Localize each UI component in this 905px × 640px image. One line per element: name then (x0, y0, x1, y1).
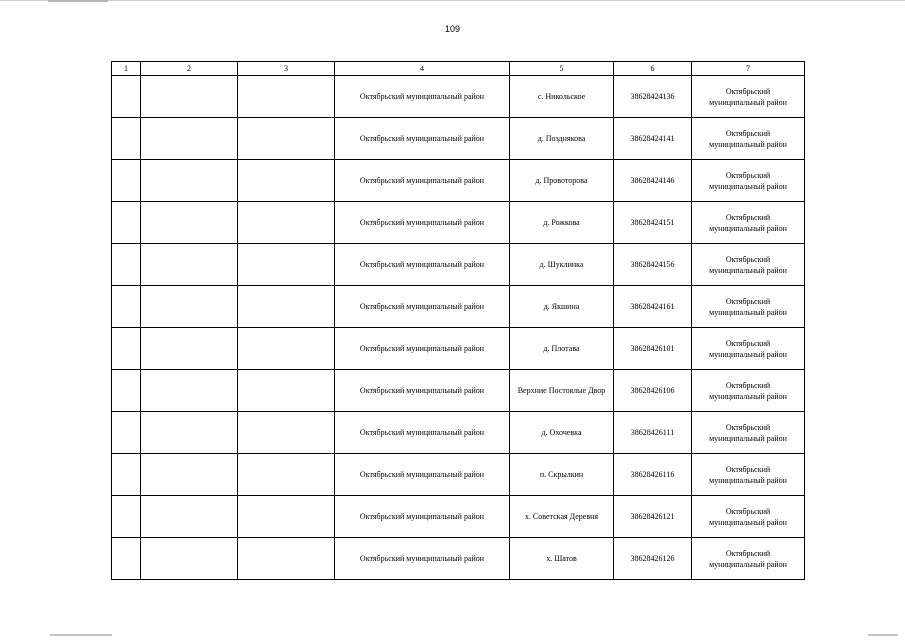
cell-region-line1: Октябрьский (725, 338, 771, 348)
cell-district: Октябрьский муниципальный район (335, 454, 510, 496)
cell-settlement: д. Рожкова (510, 202, 614, 244)
cell-col2 (141, 118, 238, 160)
cell-region-line2: муниципальный район (709, 307, 787, 317)
column-header-5: 5 (510, 62, 614, 76)
cell-settlement: д. Якшина (510, 286, 614, 328)
cell-region-line1: Октябрьский (725, 506, 771, 516)
cell-settlement: д. Шуклинка (510, 244, 614, 286)
cell-region-line2: муниципальный район (709, 223, 787, 233)
table-row (112, 328, 805, 370)
page-number: 109 (444, 24, 461, 34)
cell-code: 38628424141 (614, 118, 692, 160)
cell-region-line1: Октябрьский (725, 170, 771, 180)
cell-col2 (141, 454, 238, 496)
column-header-1: 1 (112, 62, 141, 76)
cell-code: 38628426101 (614, 328, 692, 370)
cell-settlement: с. Никольское (510, 76, 614, 118)
cell-region (692, 244, 805, 286)
cell-col2 (141, 202, 238, 244)
scan-bottom-mark-left (50, 634, 112, 636)
cell-col3 (238, 370, 335, 412)
cell-district: Октябрьский муниципальный район (335, 76, 510, 118)
cell-col1 (112, 454, 141, 496)
cell-region (692, 412, 805, 454)
column-header-2: 2 (141, 62, 238, 76)
cell-district: Октябрьский муниципальный район (335, 412, 510, 454)
cell-district: Октябрьский муниципальный район (335, 496, 510, 538)
cell-settlement: д. Плотава (510, 328, 614, 370)
cell-district: Октябрьский муниципальный район (335, 160, 510, 202)
column-header-6: 6 (614, 62, 692, 76)
cell-region (692, 454, 805, 496)
column-header-7: 7 (692, 62, 805, 76)
cell-code: 38628426126 (614, 538, 692, 580)
cell-region-line1: Октябрьский (725, 422, 771, 432)
cell-col2 (141, 244, 238, 286)
cell-col2 (141, 412, 238, 454)
cell-col3 (238, 496, 335, 538)
cell-col3 (238, 328, 335, 370)
cell-col2 (141, 538, 238, 580)
cell-col1 (112, 538, 141, 580)
cell-region-line1: Октябрьский (725, 380, 771, 390)
table-row (112, 496, 805, 538)
cell-col3 (238, 244, 335, 286)
cell-region-line1: Октябрьский (725, 548, 771, 558)
column-header-4: 4 (335, 62, 510, 76)
cell-region-line1: Октябрьский (725, 128, 771, 138)
table-row (112, 160, 805, 202)
cell-col1 (112, 202, 141, 244)
cell-code: 38628424151 (614, 202, 692, 244)
cell-region (692, 370, 805, 412)
cell-settlement: д. Позднякова (510, 118, 614, 160)
cell-district: Октябрьский муниципальный район (335, 538, 510, 580)
cell-region (692, 160, 805, 202)
cell-code: 38628426106 (614, 370, 692, 412)
cell-region-line1: Октябрьский (725, 86, 771, 96)
cell-col2 (141, 328, 238, 370)
cell-settlement: д. Провоторова (510, 160, 614, 202)
cell-district: Октябрьский муниципальный район (335, 328, 510, 370)
cell-col1 (112, 118, 141, 160)
header-row (112, 62, 805, 76)
cell-col3 (238, 160, 335, 202)
cell-code: 38628424161 (614, 286, 692, 328)
cell-col1 (112, 286, 141, 328)
cell-region-line2: муниципальный район (709, 139, 787, 149)
cell-region-line2: муниципальный район (709, 475, 787, 485)
cell-col2 (141, 160, 238, 202)
cell-col2 (141, 76, 238, 118)
cell-region-line2: муниципальный район (709, 517, 787, 527)
cell-col1 (112, 370, 141, 412)
table-row (112, 412, 805, 454)
cell-region-line2: муниципальный район (709, 97, 787, 107)
cell-code: 38628426116 (614, 454, 692, 496)
cell-col2 (141, 286, 238, 328)
cell-district: Октябрьский муниципальный район (335, 202, 510, 244)
cell-district: Октябрьский муниципальный район (335, 370, 510, 412)
cell-col3 (238, 412, 335, 454)
cell-col3 (238, 538, 335, 580)
settlements-table (111, 61, 805, 580)
cell-code: 38628424136 (614, 76, 692, 118)
cell-col3 (238, 202, 335, 244)
cell-settlement: д. Охочевка (510, 412, 614, 454)
cell-settlement: х. Советская Деревня (510, 496, 614, 538)
cell-col3 (238, 286, 335, 328)
cell-region (692, 286, 805, 328)
cell-col3 (238, 118, 335, 160)
cell-region (692, 118, 805, 160)
cell-col1 (112, 328, 141, 370)
cell-region-line1: Октябрьский (725, 464, 771, 474)
scan-top-edge (0, 0, 905, 1)
cell-region (692, 328, 805, 370)
cell-col1 (112, 76, 141, 118)
cell-region-line1: Октябрьский (725, 254, 771, 264)
table-row (112, 538, 805, 580)
cell-settlement: п. Скрылкин (510, 454, 614, 496)
cell-col1 (112, 496, 141, 538)
cell-region (692, 202, 805, 244)
cell-district: Октябрьский муниципальный район (335, 244, 510, 286)
cell-region-line1: Октябрьский (725, 296, 771, 306)
cell-region (692, 538, 805, 580)
cell-col3 (238, 454, 335, 496)
cell-region-line1: Октябрьский (725, 212, 771, 222)
scan-top-mark (48, 0, 108, 2)
column-header-3: 3 (238, 62, 335, 76)
cell-settlement: х. Шатов (510, 538, 614, 580)
cell-settlement: Верхние Постоялые Двор (510, 370, 614, 412)
scan-bottom-mark-right (868, 634, 898, 636)
cell-district: Октябрьский муниципальный район (335, 286, 510, 328)
table-row (112, 244, 805, 286)
cell-region-line2: муниципальный район (709, 181, 787, 191)
cell-region-line2: муниципальный район (709, 349, 787, 359)
cell-col3 (238, 76, 335, 118)
cell-region-line2: муниципальный район (709, 559, 787, 569)
cell-code: 38628426121 (614, 496, 692, 538)
cell-col2 (141, 496, 238, 538)
table-row (112, 370, 805, 412)
cell-region-line2: муниципальный район (709, 391, 787, 401)
cell-region (692, 76, 805, 118)
cell-col1 (112, 244, 141, 286)
cell-region-line2: муниципальный район (709, 265, 787, 275)
cell-region (692, 496, 805, 538)
table-row (112, 76, 805, 118)
table-row (112, 454, 805, 496)
cell-code: 38628424146 (614, 160, 692, 202)
cell-col1 (112, 412, 141, 454)
table-row (112, 202, 805, 244)
cell-code: 38628424156 (614, 244, 692, 286)
cell-col1 (112, 160, 141, 202)
cell-region-line2: муниципальный район (709, 433, 787, 443)
cell-district: Октябрьский муниципальный район (335, 118, 510, 160)
cell-col2 (141, 370, 238, 412)
cell-code: 38628426111 (614, 412, 692, 454)
table-row (112, 118, 805, 160)
table-row (112, 286, 805, 328)
